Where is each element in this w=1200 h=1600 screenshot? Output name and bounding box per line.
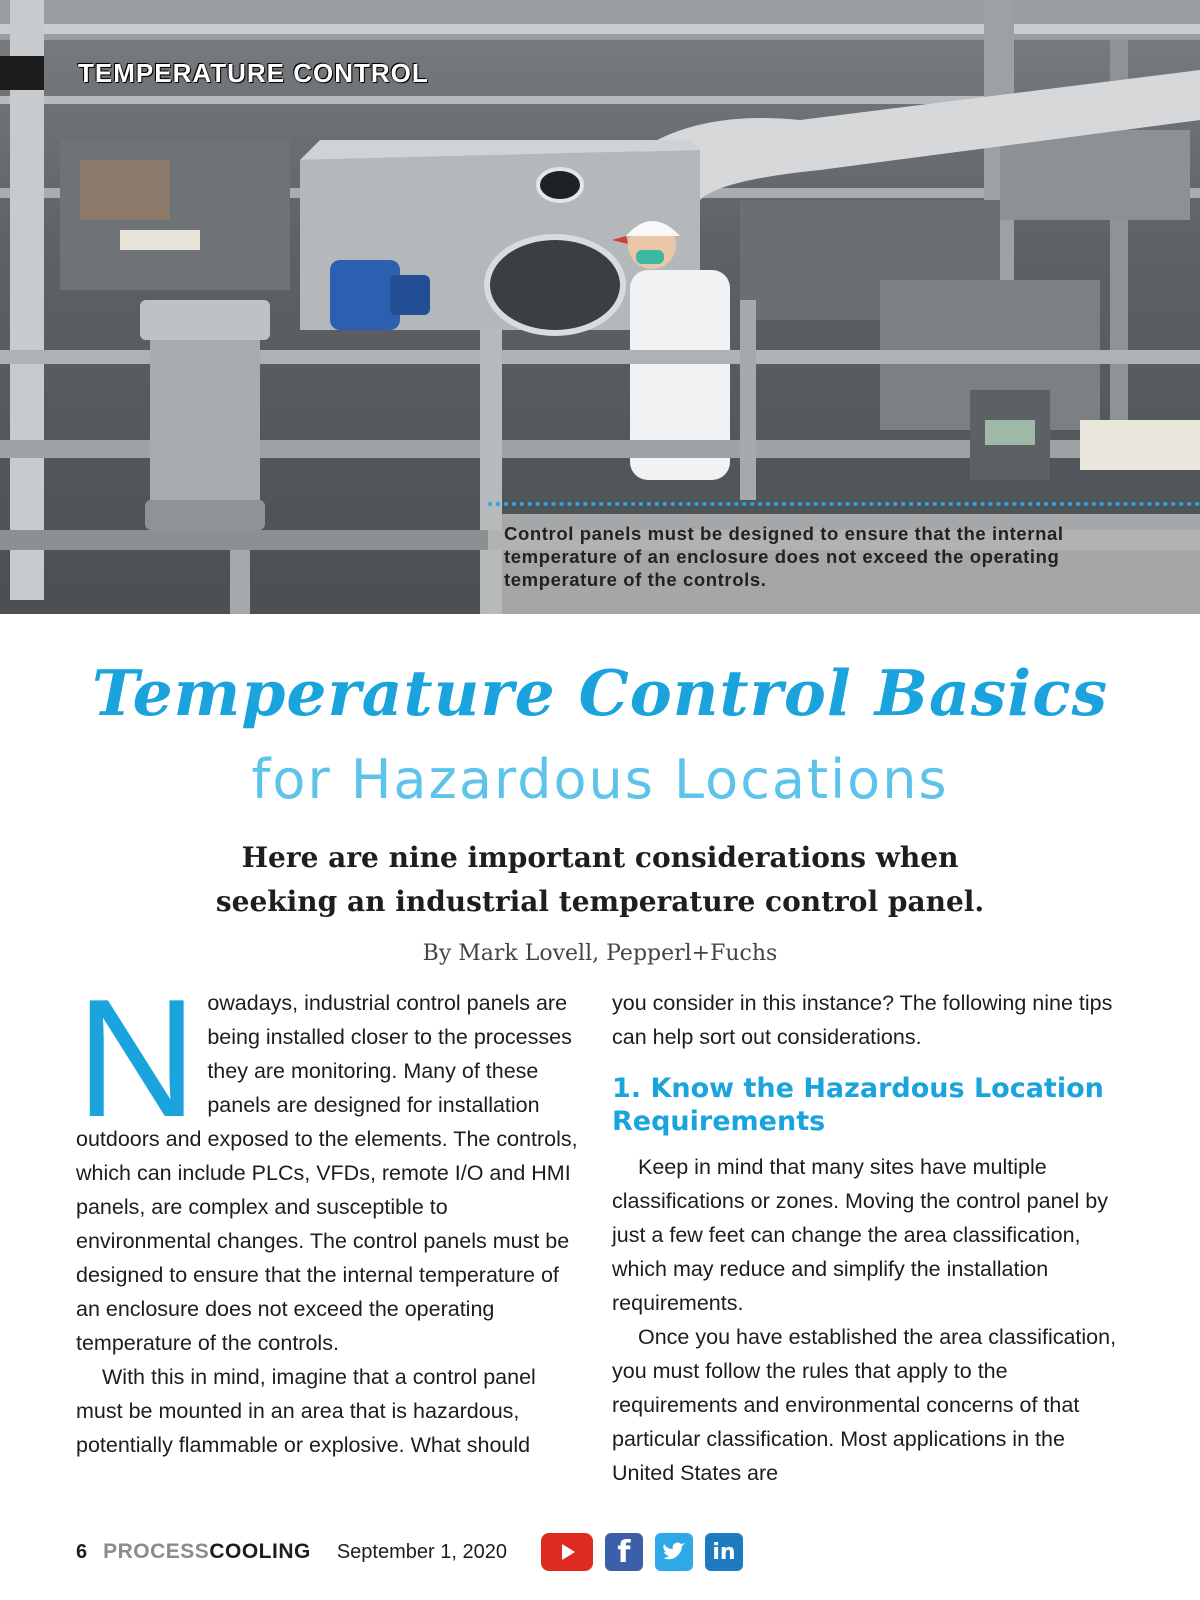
section-tag-bar — [0, 56, 44, 90]
section-tag — [0, 56, 429, 90]
caption-divider — [488, 502, 1200, 506]
paragraph-4: Once you have established the area classification, you must follow the rules that apply to the requirements and environmental concerns of that particular classification. Most applications in the United States are — [612, 1325, 1117, 1485]
facebook-icon[interactable]: f — [605, 1533, 643, 1571]
paragraph-intro: owadays, industrial control panels are being installed closer to the processes they are monitoring. Many of these panels are designed for installation outdoors and exposed to the elements. The controls, which can include PLCs, VFDs, remote I/O and HMI panels, are complex and susceptible to environmental changes. The control panels must be designed to ensure that the internal temperature of an enclosure does not exceed the operating temperature of the controls. — [76, 991, 578, 1355]
hero-photo — [0, 0, 1200, 614]
article-subtitle: for Hazardous Locations — [251, 748, 949, 811]
linkedin-icon[interactable]: in — [705, 1533, 743, 1571]
youtube-icon[interactable] — [541, 1533, 593, 1571]
deck-line-1: Here are nine important considerations when — [241, 841, 959, 874]
drop-cap: N — [76, 964, 198, 1152]
paragraph-2-continued: you consider in this instance? The following nine tips can help sort out considerations. — [612, 991, 1113, 1049]
twitter-icon[interactable] — [655, 1533, 693, 1571]
section-heading-1: 1. Know the Hazardous Location Requirements — [612, 1073, 1104, 1137]
brand-name-process: PROCESS — [103, 1540, 210, 1563]
article-deck — [0, 836, 1200, 924]
body-column-left — [76, 964, 588, 1462]
byline: By Mark Lovell, Pepperl+Fuchs — [422, 941, 778, 966]
issue-date: September 1, 2020 — [336, 1540, 507, 1563]
article-title: Temperature Control Basics — [91, 656, 1109, 730]
brand-name-cooling: COOLING — [209, 1540, 311, 1563]
deck-line-2: seeking an industrial temperature control panel. — [215, 885, 985, 918]
paragraph-3: Keep in mind that many sites have multiple classifications or zones. Moving the control panel by just a few feet can change the area classification, which may reduce and simplify the installation requirements. — [612, 1155, 1108, 1315]
paragraph-2-start: With this in mind, imagine that a control panel must be mounted in an area that is hazardous, potentially flammable or explosive. What should — [76, 1365, 536, 1457]
page-footer — [76, 1530, 755, 1574]
photo-caption: Control panels must be designed to ensure that the internal temperature of an enclosure does not exceed the operating temperature of the controls. — [504, 523, 1064, 590]
section-tag-label: TEMPERATURE CONTROL — [78, 57, 429, 88]
page-number: 6 — [76, 1540, 88, 1563]
body-column-right — [612, 986, 1132, 1490]
